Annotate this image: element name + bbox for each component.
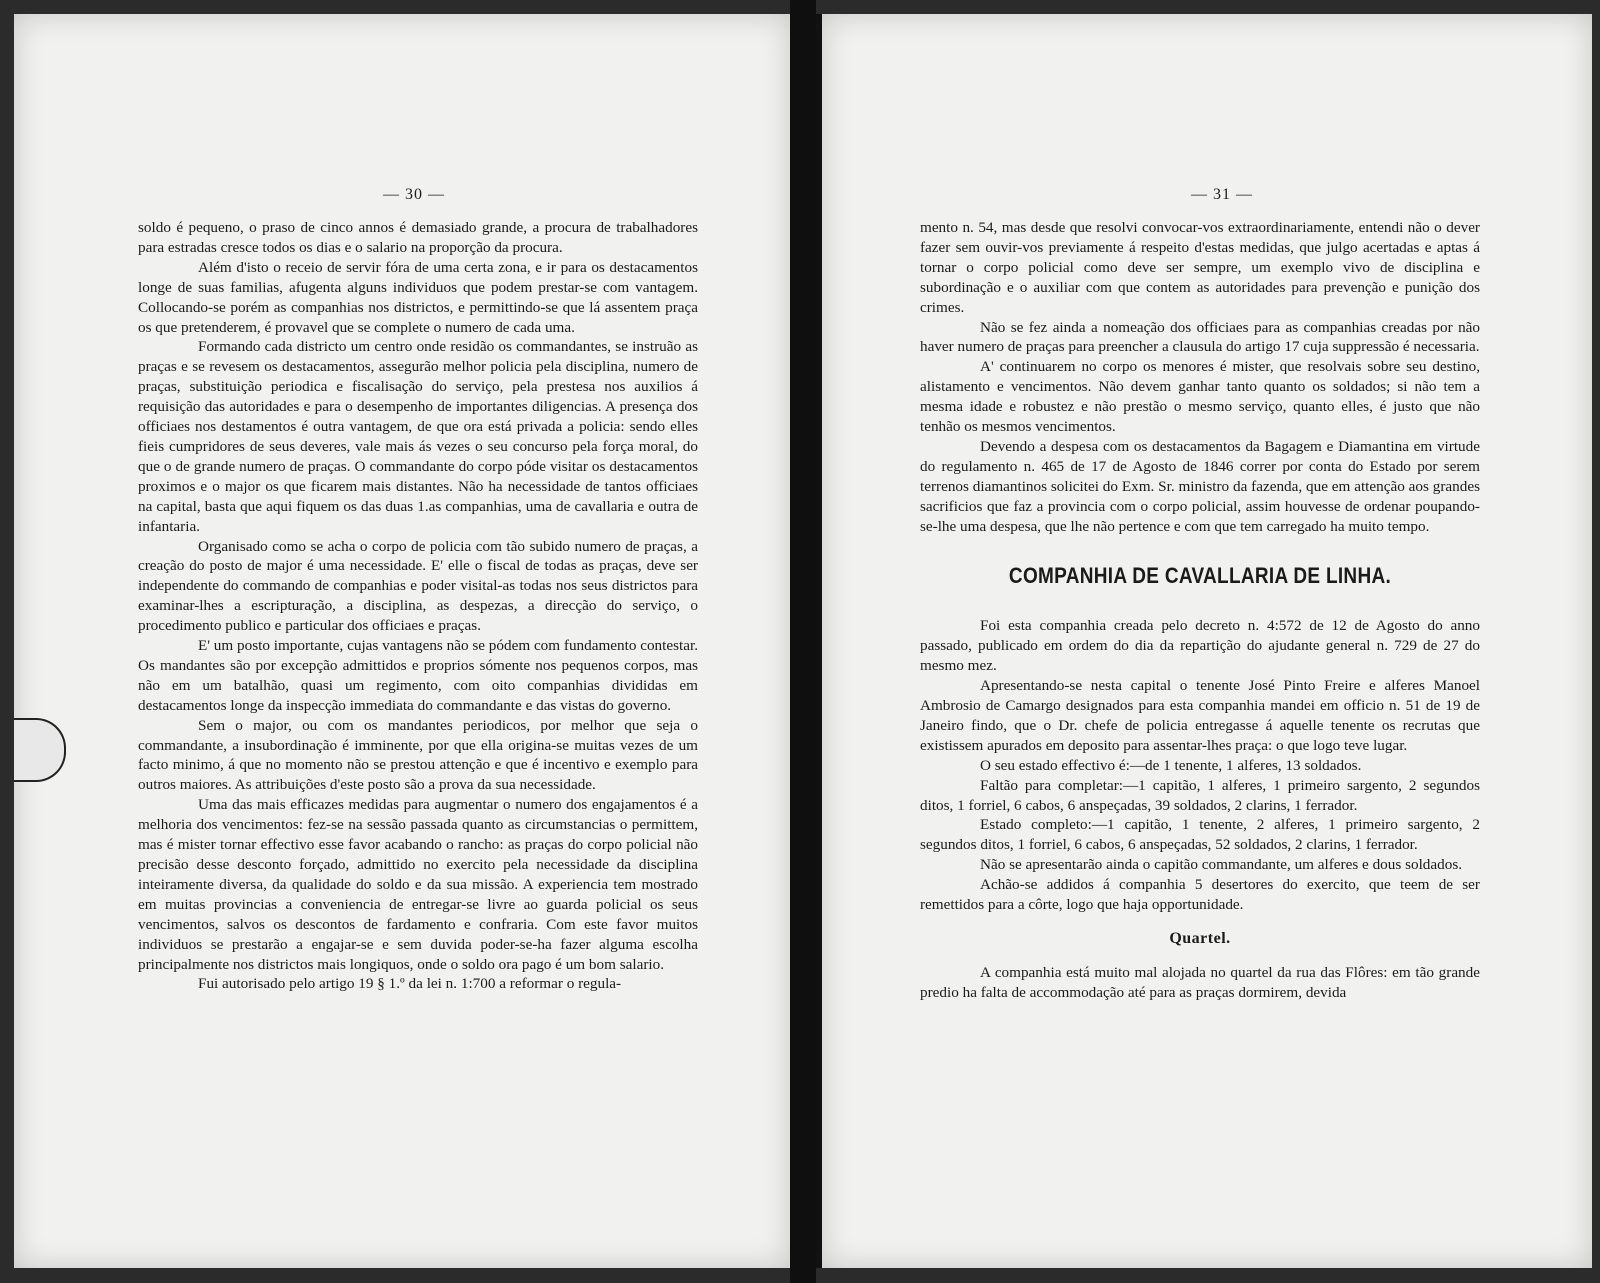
page-number-left: — 30 — bbox=[383, 186, 445, 203]
paragraph: Achão-se addidos á companhia 5 desertores do exercito, que teem de ser remettidos para a côrte, logo que haja opportunidade. bbox=[920, 876, 1480, 914]
paragraph: Além d'isto o receio de servir fóra de uma certa zona, e ir para os destacamentos longe de suas familias, afugenta alguns individuos que podem prestar-se com vantagem. Collocando-se porém as companhias nos districtos, e permittindo-se que lá assentem praça os que pretenderem, é provavel que se complete o numero de cada uma. bbox=[138, 258, 698, 336]
paragraph: Faltão para completar:—1 capitão, 1 alferes, 1 primeiro sargento, 2 segundos ditos, 1 forriel, 6 cabos, 6 anspeçadas, 39 soldados, 2 clarins, 1 ferrador. bbox=[920, 776, 1480, 814]
paragraph: Estado completo:—1 capitão, 1 tenente, 2 alferes, 1 primeiro sargento, 2 segundos ditos, 1 forriel, 6 cabos, 6 anspeçadas, 52 soldados, 2 clarins, 1 ferrador. bbox=[920, 816, 1480, 854]
paragraph: A companhia está muito mal alojada no quartel da rua das Flôres: em tão grande predio ha falta de accommodação até para as praças dormirem, devida bbox=[920, 963, 1480, 1001]
page-tab-marker bbox=[14, 718, 66, 782]
paragraph: Sem o major, ou com os mandantes periodicos, por melhor que seja o commandante, a insubordinação é imminente, por que ella origina-se muitas vezes de um facto minimo, á que no momento não se prestou attenção e que é incentivo e exemplo para outros maiores. As attribuições d'este posto são a prova da sua necessidade. bbox=[138, 716, 698, 794]
paragraph: Não se fez ainda a nomeação dos officiaes para as companhias creadas por não haver numero de praças para preencher a clausula do artigo 17 cuja suppressão é necessaria. bbox=[920, 318, 1480, 356]
paragraph: mento n. 54, mas desde que resolvi convocar-vos extraordinariamente, entendi não o dever fazer sem ouvir-vos previamente á respeito d'estas medidas, que julgo acertadas e aptas á tornar o corpo policial como deve ser sempre, um exemplo vivo de disciplina e subordinação e o auxiliar com que contem as autoridades para prevenção e punição dos crimes. bbox=[920, 219, 1480, 316]
paragraph: O seu estado effectivo é:—de 1 tenente, 1 alferes, 13 soldados. bbox=[980, 756, 1362, 774]
paragraph: Uma das mais efficazes medidas para augmentar o numero dos engajamentos é a melhoria dos vencimentos: fez-se na sessão passada quanto as circumstancias o permittem, mas é mister tornar effectivo esse favor acabando o rancho: as praças do corpo policial não precisão desse desconto forçado, admittido no exercito pela necessidade da disciplina inteiramente diversa, da qualidade do soldo e da sua missão. A experiencia tem mostrado em muitas provincias a conveniencia de entregar-se livre ao guarda policial os seus vencimentos, salvos os descontos de fardamento e confraria. Com este favor muitos individuos se prestarão a engajar-se e sem duvida poder-se-ha fazer alguma escolha principalmente nos districtos mais longiquos, onde o soldo ora pago é um bom salario. bbox=[138, 796, 698, 973]
paragraph: Organisado como se acha o corpo de policia com tão subido numero de praças, a creação do posto de major é uma necessidade. E' elle o fiscal de todas as praças, deve ser independente do commando de companhias e poder visital-as todas nos seus districtos para examinar-lhes a escripturação, a disciplina, as despezas, a direcção do serviço, o procedimento publico e particular dos officiaes e praças. bbox=[138, 537, 698, 635]
page-number-right: — 31 — bbox=[1191, 186, 1253, 203]
left-page bbox=[14, 14, 796, 1268]
right-page-body bbox=[920, 218, 1480, 1003]
right-page bbox=[816, 14, 1592, 1268]
paragraph: E' um posto importante, cujas vantagens não se pódem com fundamento contestar. Os mandantes são por excepção admittidos e proprios sómente nos pequenos corpos, mas não em um batalhão, quasi um regimento, com oito companhias divididas em destacamentos longe da inspecção immediata do commandante e das vistas do governo. bbox=[138, 637, 699, 714]
section-heading: COMPANHIA DE CAVALLARIA DE LINHA. bbox=[1008, 563, 1392, 589]
paragraph: Foi esta companhia creada pelo decreto n. 4:572 de 12 de Agosto do anno passado, publicado em ordem do dia da repartição do ajudante general n. 729 de 27 do mesmo mez. bbox=[920, 617, 1480, 675]
paragraph: Devendo a despesa com os destacamentos da Bagagem e Diamantina em virtude do regulamento n. 465 de 17 de Agosto de 1846 correr por conta do Estado por serem terrenos diamantinos solicitei do Exm. Sr. ministro da fazenda, que em attenção aos grandes sacrificios que faz a provincia com o corpo policial, assim houvesse de ordenar poupando-se-lhe uma despesa, que lhe não pertence e com que tem carregado ha muito tempo. bbox=[920, 437, 1480, 535]
paragraph: Formando cada districto um centro onde residão os commandantes, se instruão as praças e se revesem os destacamentos, assegurão melhor policia pela disciplina, numero de praças, substituição periodica e fiscalisação do serviço, pela prestesa nos auxilios á requisição das autoridades e para o desempenho de importantes diligencias. A presença dos officiaes nos destamentos é outra vantagem, de que ora está privada a policia: sendo elles fieis cumpridores de seus deveres, vale mais ás vezes o seu concurso pela força moral, do que o de grande numero de praças. O commandante do corpo póde visitar os destacamentos proximos e o major os que ficarem mais distantes. Não ha necessidade de tantos officiaes na capital, basta que aqui fiquem os das duas 1.as companhias, uma de cavallaria e outra de infantaria. bbox=[138, 338, 698, 535]
paragraph: Apresentando-se nesta capital o tenente José Pinto Freire e alferes Manoel Ambrosio de Camargo designados para esta companhia mandei em officio n. 51 de 19 de Janeiro findo, que o Dr. chefe de policia entregasse á aquelle tenente os recrutas que existissem apurados em deposito para assentar-lhes praça: o que logo teve lugar. bbox=[920, 677, 1480, 754]
paragraph: Não se apresentarão ainda o capitão commandante, um alferes e dous soldados. bbox=[980, 856, 1463, 874]
left-page-body bbox=[138, 218, 698, 994]
paragraph: A' continuarem no corpo os menores é mister, que resolvais sobre seu destino, alistamento e vencimentos. Não devem ganhar tanto quanto os soldados; si não tem a mesma idade e robustez e não prestão o mesmo serviço, quanto elles, é justo que não tenhão os mesmos vencimentos. bbox=[920, 358, 1480, 436]
section-subheading: Quartel. bbox=[1169, 930, 1231, 947]
paragraph: Fui autorisado pelo artigo 19 § 1.º da lei n. 1:700 a reformar o regula- bbox=[198, 975, 622, 993]
book-binding bbox=[790, 0, 816, 1283]
paragraph: soldo é pequeno, o praso de cinco annos é demasiado grande, a procura de trabalhadores para estradas cresce todos os dias e o salario na proporção da procura. bbox=[138, 219, 698, 256]
